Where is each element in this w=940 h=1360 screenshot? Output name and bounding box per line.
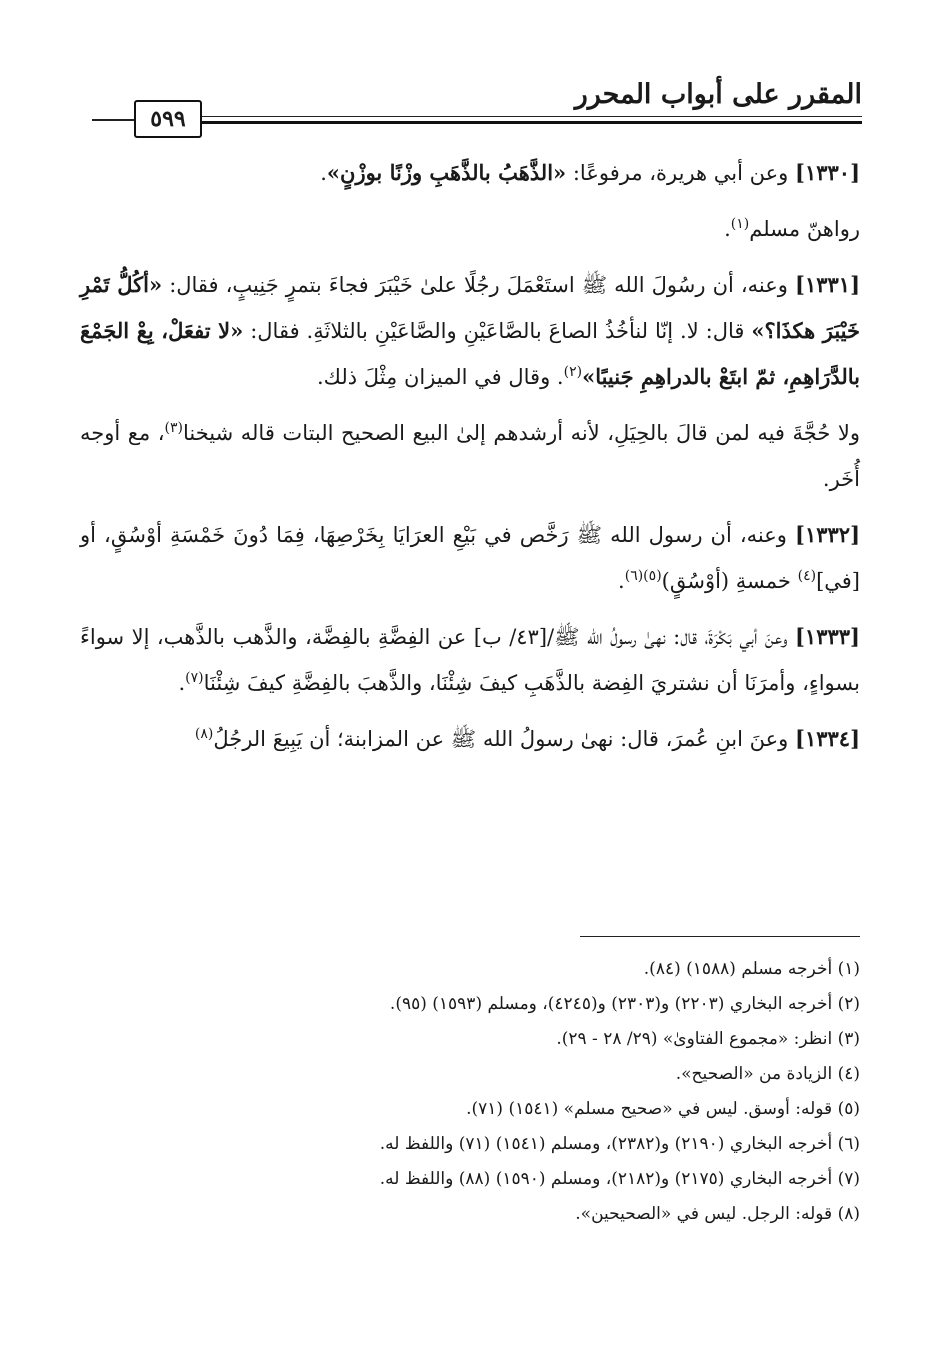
footnote-1: (١) أخرجه مسلم (١٥٨٨) (٨٤). bbox=[643, 959, 860, 979]
hadith-1334 bbox=[80, 716, 860, 762]
hadith-text: خمسةِ (أوْسُقٍ) bbox=[661, 569, 798, 593]
commentary bbox=[80, 410, 860, 502]
hadith-number: [١٣٣١] bbox=[795, 272, 860, 297]
hadith-text: وعنه، أن رسُولَ الله ﷺ استَعْمَلَ رجُلًا علىٰ خَيْبَرَ فجاءَ بتمرٍ جَنِيبٍ، فقال: bbox=[162, 273, 795, 297]
commentary-text: ، مع أوجه أُخَر. bbox=[80, 421, 860, 491]
footnote-ref: (١) bbox=[730, 216, 750, 232]
footnote-ref: (٥)(٦) bbox=[624, 568, 662, 584]
footnote-5: (٥) قوله: أوسق. ليس في «صحيح مسلم» (١٥٤١) (٧١). bbox=[466, 1099, 860, 1119]
narration-text: رواهنّ مسلم bbox=[749, 217, 860, 241]
punctuation: . bbox=[618, 569, 625, 593]
commentary-text: ولا حُجَّةَ فيه لمن قالَ بالحِيَلِ، لأنه أرشدهم إلىٰ البيع الصحيح البتات قاله شيخنا bbox=[183, 421, 860, 445]
footnote-8: (٨) قوله: الرجل. ليس في «الصحيحين». bbox=[575, 1204, 860, 1224]
hadith-number: [١٣٣٢] bbox=[795, 522, 860, 547]
hadith-1332 bbox=[80, 512, 860, 604]
hadith-text: وعنَ ابنِ عُمرَ، قال: نهىٰ رسولُ الله ﷺ عن المزابنة؛ أن يَبِيعَ الرجُلُ bbox=[213, 727, 795, 751]
book-title: المقرر على أبواب المحرر bbox=[574, 79, 862, 110]
footnote-separator bbox=[580, 936, 860, 937]
hadith-text: وعنَ أبي بَكْرَةَ، قال: نهىٰ رسولُ الله ﷺ/[٤٣/ ب] عن الفِضَّةِ بالفِضَّة، والذَّهب بالذَّهب، إلا سواءً بسواءٍ، وأمرَنَا أن نشتريَ الفِضة بالذَّهَبِ كيفَ شِئْنَا، والذَّهبَ بالفِضَّةِ كيفَ شِئْنَا bbox=[80, 625, 860, 695]
hadith-text: وعن أبي هريرة، مرفوعًا: bbox=[566, 161, 795, 185]
main-text bbox=[80, 150, 860, 772]
hadith-quote: «لا تفعَلْ، بِعْ الجَمْعَ بالدَّرَاهِمِ، ثمّ ابتَعْ بالدراهِمِ جَنيبًا» bbox=[80, 318, 860, 389]
footnote-ref: (٤) bbox=[797, 568, 817, 584]
footnote-4: (٤) الزيادة من «الصحيح». bbox=[675, 1064, 860, 1084]
punctuation: . bbox=[178, 671, 186, 695]
footnote-ref: (٧) bbox=[185, 670, 204, 686]
footnotes bbox=[80, 952, 860, 1232]
footnote-7: (٧) أخرجه البخاري (٢١٧٥) و(٢١٨٢)، ومسلم (١٥٩٠) (٨٨) واللفظ له. bbox=[379, 1169, 860, 1189]
hadith-text: . وقال في الميزان مِثْلَ ذلك. bbox=[316, 365, 564, 389]
hadith-quote: «الذَّهَبُ بالذَّهَبِ وزْنًا بوزْنٍ» bbox=[326, 160, 567, 185]
header-rule-thin bbox=[152, 116, 862, 117]
footnote-ref: (٣) bbox=[164, 420, 183, 436]
header-rule-left bbox=[92, 119, 136, 121]
hadith-quote: «أكُلُّ تَمْرِ خَيْبَرَ هكذَا؟» bbox=[80, 272, 860, 343]
hadith-text: وعنه، أن رسول الله ﷺ رَخَّص في بَيْعِ العرَايَا بِخَرْصِهَا، فِمَا دُونَ خَمْسَةِ أوْسُقٍ، أو [في] bbox=[80, 523, 860, 593]
hadith-1333 bbox=[80, 614, 860, 706]
footnote-2: (٢) أخرجه البخاري (٢٢٠٣) و(٢٣٠٣) و(٤٢٤٥)، ومسلم (١٥٩٣) (٩٥). bbox=[389, 994, 860, 1014]
hadith-number: [١٣٣٠] bbox=[795, 160, 860, 185]
header-rule-thick bbox=[152, 121, 862, 124]
footnote-6: (٦) أخرجه البخاري (٢١٩٠) و(٢٣٨٢)، ومسلم (١٥٤١) (٧١) واللفظ له. bbox=[379, 1134, 860, 1154]
hadith-number: [١٣٣٣] bbox=[794, 624, 860, 649]
narration-note bbox=[80, 206, 860, 252]
punctuation: . bbox=[320, 161, 327, 185]
page-header bbox=[92, 78, 862, 134]
footnote-ref: (٢) bbox=[563, 364, 583, 380]
hadith-1330 bbox=[80, 150, 860, 196]
hadith-1331 bbox=[80, 262, 860, 400]
page-number: ٥٩٩ bbox=[134, 100, 202, 138]
footnote-3: (٣) انظر: «مجموع الفتاوىٰ» (٢٩/ ٢٨ - ٢٩). bbox=[556, 1029, 860, 1049]
hadith-number: [١٣٣٤] bbox=[795, 726, 860, 751]
footnote-ref: (٨) bbox=[194, 726, 214, 742]
hadith-text: قال: لا. إنّا لنأخُذُ الصاعَ بالصَّاعَيْنِ والصَّاعَيْنِ بالثلاثَةِ. فقال: bbox=[243, 319, 752, 343]
punctuation: . bbox=[724, 217, 731, 241]
